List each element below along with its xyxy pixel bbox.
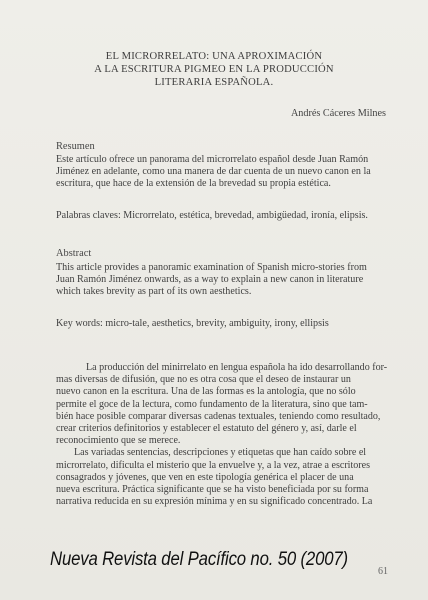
body-line: consagrados y jóvenes, que ven en este tipología genérica el placer de una (56, 471, 354, 483)
body-line: mas diversas de difusión, que no es otra cosa que el deseo de instaurar un (56, 374, 351, 386)
body-line: microrrelato, dificulta el misterio que la envuelve y, a la vez, atrae a escritores (56, 459, 371, 471)
keywords-line: Key words: micro-tale, aesthetics, brevity, ambiguity, irony, ellipsis (56, 318, 329, 329)
palabras-claves (56, 210, 388, 222)
resumen-line: Jiménez en adelante, como una manera de dar cuenta de un nuevo canon en la (56, 166, 371, 177)
resumen-line: Este artículo ofrece un panorama del microrrelato español desde Juan Ramón (56, 154, 369, 165)
article-body (56, 362, 390, 508)
title-line: LITERARIA ESPAÑOLA. (154, 77, 274, 88)
body-line: narrativa reducida en su expresión mínima y en su significado concentrado. La (56, 496, 373, 508)
article-title (40, 50, 388, 89)
abstract-line: Juan Ramón Jiménez onwards, as a way to explain a new canon in literature (56, 274, 364, 285)
body-line: permite el goce de la lectura, como fundamento de la literatura, sino que tam- (56, 398, 368, 410)
abstract-line: which takes brevity as part of its own aesthetics. (56, 286, 252, 297)
body-line: nueva escritura. Práctica significante que se ha visto beneficiada por su forma (56, 484, 369, 496)
page-number: 61 (378, 566, 388, 577)
resumen-text (56, 154, 388, 190)
resumen-heading: Resumen (56, 141, 95, 152)
body-line: nuevo canon en la escritura. Una de las formas es la antología, que no sólo (56, 386, 356, 398)
abstract-text (56, 262, 388, 298)
journal-citation: Nueva Revista del Pacífico no. 50 (2007) (50, 548, 348, 570)
body-line: Las variadas sentencias, descripciones y etiquetas que han caído sobre el (74, 447, 367, 459)
title-line: A LA ESCRITURA PIGMEO EN LA PRODUCCIÓN (94, 64, 334, 75)
body-line: bién hace posible comparar diversas cadenas textuales, teniendo como resultado, (56, 410, 381, 422)
resumen-line: escritura, que hace de la extensión de la brevedad su propia estética. (56, 178, 331, 189)
author-name: Andrés Cáceres Milnes (290, 108, 386, 119)
body-line: La producción del minirrelato en lengua española ha ido desarrollando for- (86, 362, 388, 373)
title-line: EL MICRORRELATO: UNA APROXIMACIÓN (105, 51, 323, 62)
keywords (56, 318, 388, 330)
palabras-claves-line: Palabras claves: Microrrelato, estética, brevedad, ambigüedad, ironía, elipsis. (56, 210, 368, 221)
body-line: crear criterios definitorios y establecer el estatuto del género y, así, darle el (56, 423, 357, 435)
body-line: reconocimiento que se merece. (56, 435, 181, 447)
abstract-line: This article provides a panoramic examination of Spanish micro-stories from (56, 262, 367, 273)
abstract-heading: Abstract (56, 248, 92, 259)
